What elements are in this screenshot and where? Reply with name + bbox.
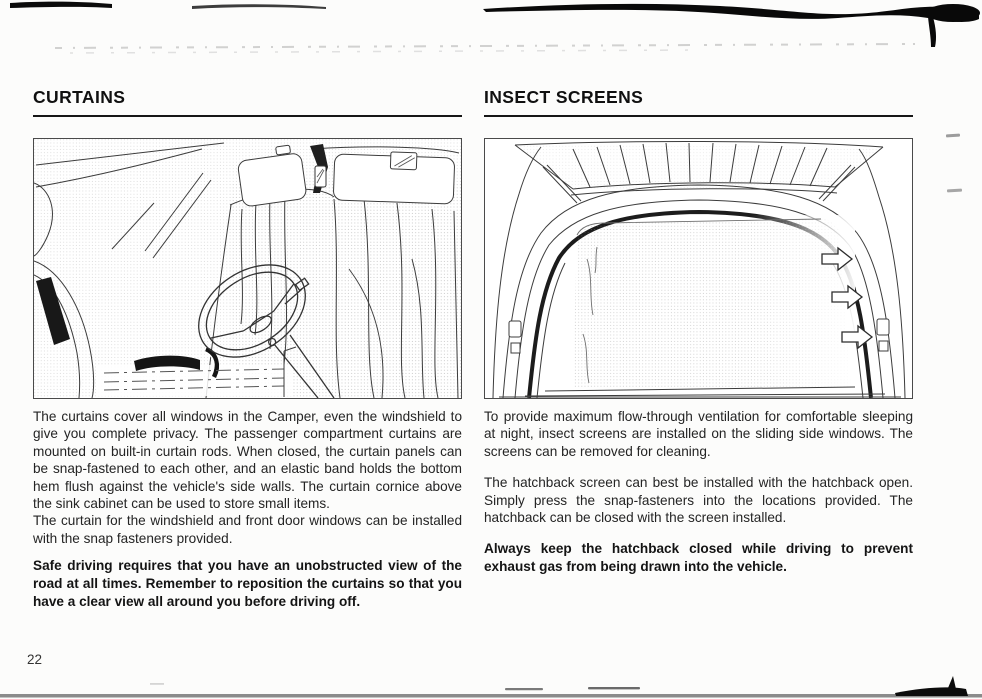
scan-speck xyxy=(947,189,962,193)
insect-screens-bodytext xyxy=(484,408,913,576)
scan-artifact-bottom-edge xyxy=(0,675,982,699)
safety-note: Safe driving requires that you have an unobstructed view of the road at all times. Remember to reposition the curtains so that you have a clear view all around you before driving off. xyxy=(33,558,462,610)
paragraph: To provide maximum flow-through ventilation for comfortable sleeping at night, insect screens are installed on the sliding side windows. The screens can be removed for cleaning. xyxy=(484,409,913,459)
insect-screens-figure xyxy=(484,138,913,399)
scan-artifact-top-edge xyxy=(0,0,982,60)
safety-note: Always keep the hatchback closed while driving to prevent exhaust gas from being drawn into the vehicle. xyxy=(484,541,913,575)
paragraph: The curtains cover all windows in the Camper, even the windshield to give you complete privacy. The passenger compartment curtains are mounted on built-in curtain rods. When closed, the curtain panels can be snap-fastened to each other, and an elastic band holds the bottom hem flush against the vehicle's side walls. The curtain cornice above the sink cabinet can be used to store small items. xyxy=(33,409,462,512)
scan-speck xyxy=(946,134,960,138)
curtains-bodytext xyxy=(33,408,462,611)
page-number: 22 xyxy=(27,652,43,667)
paragraph: The curtain for the windshield and front door windows can be installed with the snap fasteners provided. xyxy=(33,513,462,546)
curtains-figure xyxy=(33,138,462,399)
section-heading-insect-screens: INSECT SCREENS xyxy=(484,86,913,117)
paragraph: The hatchback screen can best be installed with the hatchback open. Simply press the snap-fasteners into the locations provided. The hatchback can be closed with the screen installed. xyxy=(484,475,913,526)
curtains-illustration xyxy=(34,139,461,398)
section-heading-curtains: CURTAINS xyxy=(33,86,462,117)
insect-screens-illustration xyxy=(485,139,912,398)
